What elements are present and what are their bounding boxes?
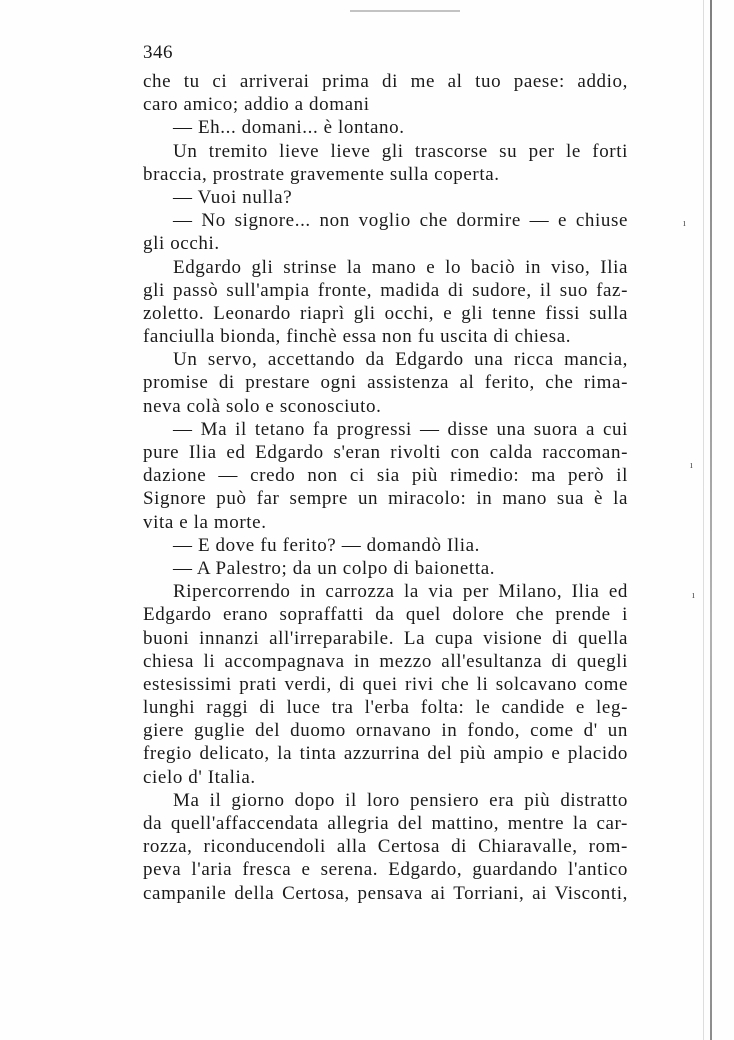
margin-mark: ı <box>692 590 695 601</box>
text-line: peva l'aria fresca e serena. Edgardo, guardando l'antico <box>143 859 628 881</box>
text-line: Edgardo erano sopraffatti da quel dolore che prende i <box>143 604 628 626</box>
text-line: Un servo, accettando da Edgardo una ricca mancia, <box>173 349 628 371</box>
text-line: — Ma il tetano fa progressi — disse una suora a cui <box>173 418 628 440</box>
text-line: da quell'affaccendata allegria del mattino, mentre la car- <box>143 813 628 834</box>
text-line: rozza, riconducendoli alla Certosa di Chiaravalle, rom- <box>143 836 628 858</box>
text-line: chiesa li accompagnava in mezzo all'esultanza di quegli <box>143 650 628 672</box>
text-line: gli passò sull'ampia fronte, madida di sudore, il suo faz- <box>143 279 628 301</box>
text-line: fanciulla bionda, finchè essa non fu uscita di chiesa. <box>143 326 572 348</box>
text-line: zoletto. Leonardo riaprì gli occhi, e gli tenne fissi sulla <box>143 302 628 324</box>
page-binding-edge <box>710 0 712 1040</box>
text-line: braccia, prostrate gravemente sulla coperta. <box>143 163 500 185</box>
text-line: caro amico; addio a domani <box>143 94 370 116</box>
text-line: promise di prestare ogni assistenza al ferito, che rima- <box>143 372 628 394</box>
text-line: Ripercorrendo in carrozza la via per Milano, Ilia ed <box>173 581 628 603</box>
text-line: campanile della Certosa, pensava ai Torriani, ai Visconti, <box>143 882 628 904</box>
text-line: lunghi raggi di luce tra l'erba folta: le candide e leg- <box>143 697 628 719</box>
scan-artifact <box>350 0 460 12</box>
text-line: vita e la morte. <box>143 511 267 533</box>
text-line: Ma il giorno dopo il loro pensiero era più distratto <box>173 789 628 811</box>
text-line: Un tremito lieve lieve gli trascorse su per le forti <box>173 140 628 162</box>
text-line: fregio delicato, la tinta azzurrina del più ampio e placido <box>143 743 628 765</box>
body-text <box>143 70 628 905</box>
text-line: Signore può far sempre un miracolo: in mano sua è la <box>143 488 628 510</box>
text-line: pure Ilia ed Edgardo s'eran rivolti con calda raccoman- <box>143 442 628 463</box>
text-line: che tu ci arriverai prima di me al tuo paese: addio, <box>143 71 628 92</box>
text-line: — E dove fu ferito? — domandò Ilia. <box>173 534 480 556</box>
page-edge <box>703 0 704 1040</box>
text-line: buoni innanzi all'irreparabile. La cupa visione di quella <box>143 627 628 649</box>
text-line: Edgardo gli strinse la mano e lo baciò in viso, Ilia <box>173 256 628 278</box>
margin-mark: ı <box>683 218 686 229</box>
margin-mark: ı <box>690 460 693 471</box>
text-line: — No signore... non voglio che dormire — e chiuse <box>173 210 628 232</box>
text-line: — A Palestro; da un colpo di baionetta. <box>173 557 496 579</box>
text-line: gli occhi. <box>143 233 220 255</box>
text-line: — Vuoi nulla? <box>173 186 293 208</box>
text-line: cielo d' Italia. <box>143 766 256 788</box>
text-line: estesissimi prati verdi, di quei rivi che li solcavano come <box>143 673 628 695</box>
text-line: neva colà solo e sconosciuto. <box>143 395 382 417</box>
text-line: — Eh... domani... è lontano. <box>173 117 405 139</box>
text-line: giere guglie del duomo ornavano in fondo, come d' un <box>143 720 628 742</box>
page-number: 346 <box>143 42 173 63</box>
text-line: dazione — credo non ci sia più rimedio: ma però il <box>143 465 628 487</box>
